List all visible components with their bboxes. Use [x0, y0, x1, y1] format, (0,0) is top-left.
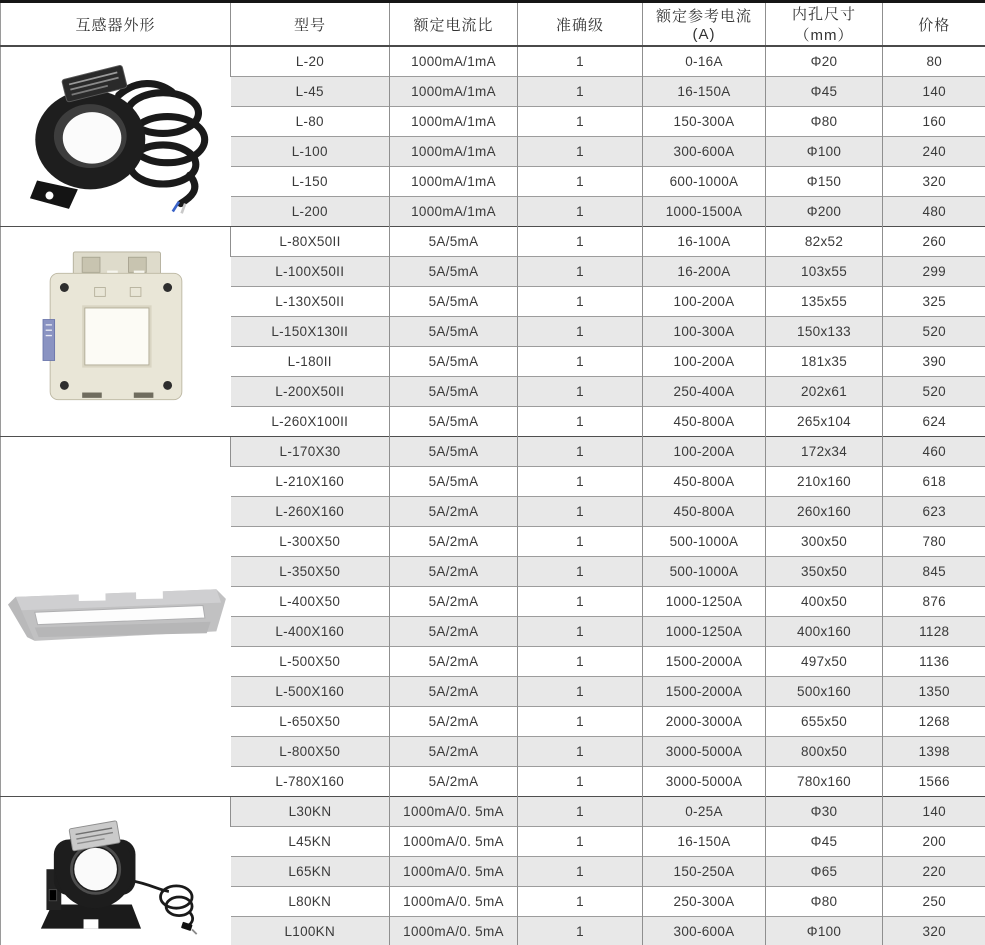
cell-accuracy: 1 [518, 227, 643, 257]
cell-ratio: 1000mA/1mA [390, 137, 518, 167]
cell-ratio: 5A/5mA [390, 437, 518, 467]
cell-ratio: 5A/2mA [390, 587, 518, 617]
cell-hole_size: 780x160 [766, 767, 883, 797]
cell-hole_size: 400x50 [766, 587, 883, 617]
cell-price: 240 [883, 137, 985, 167]
cell-accuracy: 1 [518, 46, 643, 77]
cell-price: 80 [883, 46, 985, 77]
cell-model: L-400X50 [231, 587, 390, 617]
cell-price: 299 [883, 257, 985, 287]
cell-price: 390 [883, 347, 985, 377]
column-header-2: 额定电流比 [390, 2, 518, 47]
cell-price: 520 [883, 377, 985, 407]
cell-accuracy: 1 [518, 797, 643, 827]
cell-ratio: 5A/5mA [390, 467, 518, 497]
cell-ref_current: 500-1000A [643, 527, 766, 557]
cell-hole_size: 150x133 [766, 317, 883, 347]
cell-price: 623 [883, 497, 985, 527]
cell-price: 624 [883, 407, 985, 437]
cell-model: L-800X50 [231, 737, 390, 767]
ring-ct-illustration [14, 58, 218, 216]
cell-model: L-400X160 [231, 617, 390, 647]
cell-ref_current: 250-400A [643, 377, 766, 407]
cell-model: L-100X50II [231, 257, 390, 287]
cell-accuracy: 1 [518, 767, 643, 797]
cell-ref_current: 150-250A [643, 857, 766, 887]
cell-ref_current: 1000-1500A [643, 197, 766, 227]
cell-hole_size: 202x61 [766, 377, 883, 407]
cell-price: 780 [883, 527, 985, 557]
cell-hole_size: 103x55 [766, 257, 883, 287]
bar-ct-illustration [4, 574, 228, 660]
cell-ref_current: 3000-5000A [643, 737, 766, 767]
cell-ref_current: 450-800A [643, 497, 766, 527]
cell-ratio: 5A/2mA [390, 527, 518, 557]
cell-ratio: 5A/2mA [390, 707, 518, 737]
cell-ref_current: 300-600A [643, 917, 766, 945]
table-header-row [1, 2, 985, 47]
cell-accuracy: 1 [518, 467, 643, 497]
table-row [1, 46, 985, 77]
cell-hole_size: Φ200 [766, 197, 883, 227]
cell-price: 876 [883, 587, 985, 617]
cell-ref_current: 150-300A [643, 107, 766, 137]
cell-ref_current: 1500-2000A [643, 647, 766, 677]
cell-accuracy: 1 [518, 587, 643, 617]
table-row [1, 227, 985, 257]
cell-accuracy: 1 [518, 167, 643, 197]
cell-accuracy: 1 [518, 737, 643, 767]
cell-model: L-780X160 [231, 767, 390, 797]
cell-accuracy: 1 [518, 407, 643, 437]
cell-hole_size: Φ45 [766, 827, 883, 857]
cell-hole_size: 172x34 [766, 437, 883, 467]
cell-ratio: 1000mA/0. 5mA [390, 827, 518, 857]
cell-price: 1268 [883, 707, 985, 737]
cell-model: L-650X50 [231, 707, 390, 737]
cell-model: L-200 [231, 197, 390, 227]
cell-ref_current: 250-300A [643, 887, 766, 917]
product-photo [3, 797, 228, 945]
cell-ref_current: 450-800A [643, 467, 766, 497]
cell-model: L-500X160 [231, 677, 390, 707]
cell-ratio: 5A/2mA [390, 557, 518, 587]
cell-ratio: 5A/5mA [390, 347, 518, 377]
cell-ref_current: 300-600A [643, 137, 766, 167]
cell-model: L-500X50 [231, 647, 390, 677]
cell-model: L-180II [231, 347, 390, 377]
cell-ratio: 5A/2mA [390, 767, 518, 797]
cell-model: L-80X50II [231, 227, 390, 257]
product-photo [3, 437, 228, 796]
cell-accuracy: 1 [518, 557, 643, 587]
cell-model: L-20 [231, 46, 390, 77]
cell-ratio: 5A/5mA [390, 287, 518, 317]
table-row [1, 797, 985, 827]
cell-ref_current: 600-1000A [643, 167, 766, 197]
cell-ref_current: 1000-1250A [643, 617, 766, 647]
cell-accuracy: 1 [518, 497, 643, 527]
cell-model: L-45 [231, 77, 390, 107]
cell-hole_size: Φ100 [766, 917, 883, 945]
product-image-square-ct [1, 227, 231, 437]
cell-ref_current: 0-16A [643, 46, 766, 77]
table-header [1, 2, 985, 47]
clamp-ct-illustration [18, 808, 214, 936]
cell-hole_size: Φ45 [766, 77, 883, 107]
cell-ratio: 5A/5mA [390, 407, 518, 437]
cell-hole_size: 265x104 [766, 407, 883, 437]
cell-hole_size: Φ20 [766, 46, 883, 77]
cell-ratio: 1000mA/1mA [390, 46, 518, 77]
cell-hole_size: 82x52 [766, 227, 883, 257]
cell-ratio: 5A/5mA [390, 227, 518, 257]
cell-ratio: 1000mA/0. 5mA [390, 797, 518, 827]
cell-price: 140 [883, 797, 985, 827]
cell-hole_size: Φ80 [766, 107, 883, 137]
cell-hole_size: 300x50 [766, 527, 883, 557]
product-image-bar-ct [1, 437, 231, 797]
cell-model: L-150 [231, 167, 390, 197]
cell-accuracy: 1 [518, 827, 643, 857]
cell-ratio: 5A/5mA [390, 377, 518, 407]
cell-price: 140 [883, 77, 985, 107]
cell-accuracy: 1 [518, 707, 643, 737]
table-body [1, 46, 985, 945]
cell-hole_size: 400x160 [766, 617, 883, 647]
cell-model: L-150X130II [231, 317, 390, 347]
cell-ref_current: 100-300A [643, 317, 766, 347]
cell-ratio: 5A/5mA [390, 317, 518, 347]
column-header-0: 互感器外形 [1, 2, 231, 47]
cell-ratio: 5A/5mA [390, 257, 518, 287]
cell-accuracy: 1 [518, 197, 643, 227]
cell-model: L45KN [231, 827, 390, 857]
cell-ref_current: 450-800A [643, 407, 766, 437]
product-photo [3, 47, 228, 226]
cell-ref_current: 16-100A [643, 227, 766, 257]
column-header-6: 价格 [883, 2, 985, 47]
cell-price: 1136 [883, 647, 985, 677]
cell-ratio: 1000mA/1mA [390, 77, 518, 107]
cell-model: L30KN [231, 797, 390, 827]
cell-model: L65KN [231, 857, 390, 887]
square-ct-illustration [27, 239, 205, 425]
cell-ref_current: 0-25A [643, 797, 766, 827]
cell-accuracy: 1 [518, 257, 643, 287]
cell-ref_current: 16-200A [643, 257, 766, 287]
cell-accuracy: 1 [518, 137, 643, 167]
cell-ratio: 1000mA/0. 5mA [390, 857, 518, 887]
cell-model: L-80 [231, 107, 390, 137]
cell-ref_current: 16-150A [643, 77, 766, 107]
cell-ref_current: 100-200A [643, 287, 766, 317]
cell-accuracy: 1 [518, 917, 643, 945]
cell-price: 480 [883, 197, 985, 227]
cell-hole_size: 210x160 [766, 467, 883, 497]
cell-price: 325 [883, 287, 985, 317]
cell-model: L-350X50 [231, 557, 390, 587]
cell-hole_size: 260x160 [766, 497, 883, 527]
cell-ref_current: 100-200A [643, 437, 766, 467]
cell-accuracy: 1 [518, 347, 643, 377]
cell-accuracy: 1 [518, 107, 643, 137]
cell-model: L-210X160 [231, 467, 390, 497]
cell-accuracy: 1 [518, 287, 643, 317]
cell-ratio: 5A/2mA [390, 617, 518, 647]
cell-hole_size: 135x55 [766, 287, 883, 317]
cell-model: L-170X30 [231, 437, 390, 467]
column-header-3: 准确级 [518, 2, 643, 47]
cell-price: 320 [883, 917, 985, 945]
cell-hole_size: Φ150 [766, 167, 883, 197]
column-header-1: 型号 [231, 2, 390, 47]
cell-hole_size: 181x35 [766, 347, 883, 377]
cell-ref_current: 500-1000A [643, 557, 766, 587]
cell-model: L-100 [231, 137, 390, 167]
cell-accuracy: 1 [518, 317, 643, 347]
cell-accuracy: 1 [518, 677, 643, 707]
cell-hole_size: 800x50 [766, 737, 883, 767]
cell-ratio: 1000mA/1mA [390, 167, 518, 197]
cell-price: 1128 [883, 617, 985, 647]
cell-price: 250 [883, 887, 985, 917]
cell-price: 260 [883, 227, 985, 257]
cell-accuracy: 1 [518, 527, 643, 557]
product-image-clamp-ct [1, 797, 231, 945]
cell-model: L-260X160 [231, 497, 390, 527]
cell-hole_size: Φ30 [766, 797, 883, 827]
cell-price: 460 [883, 437, 985, 467]
cell-accuracy: 1 [518, 647, 643, 677]
cell-price: 845 [883, 557, 985, 587]
cell-hole_size: Φ65 [766, 857, 883, 887]
cell-model: L-200X50II [231, 377, 390, 407]
product-image-ring-ct [1, 46, 231, 227]
column-header-5: 内孔尺寸（mm） [766, 2, 883, 47]
cell-ref_current: 1500-2000A [643, 677, 766, 707]
cell-accuracy: 1 [518, 377, 643, 407]
table-row [1, 437, 985, 467]
cell-hole_size: 497x50 [766, 647, 883, 677]
cell-price: 1398 [883, 737, 985, 767]
cell-price: 160 [883, 107, 985, 137]
product-photo [3, 227, 228, 436]
cell-model: L-260X100II [231, 407, 390, 437]
cell-ratio: 5A/2mA [390, 737, 518, 767]
cell-ratio: 1000mA/0. 5mA [390, 887, 518, 917]
cell-price: 1350 [883, 677, 985, 707]
cell-accuracy: 1 [518, 437, 643, 467]
cell-hole_size: 655x50 [766, 707, 883, 737]
cell-hole_size: Φ100 [766, 137, 883, 167]
cell-ref_current: 100-200A [643, 347, 766, 377]
cell-ratio: 5A/2mA [390, 647, 518, 677]
cell-ref_current: 16-150A [643, 827, 766, 857]
cell-ratio: 1000mA/0. 5mA [390, 917, 518, 945]
cell-price: 1566 [883, 767, 985, 797]
cell-hole_size: Φ80 [766, 887, 883, 917]
cell-price: 220 [883, 857, 985, 887]
cell-price: 200 [883, 827, 985, 857]
cell-accuracy: 1 [518, 857, 643, 887]
cell-ratio: 5A/2mA [390, 677, 518, 707]
cell-model: L80KN [231, 887, 390, 917]
cell-accuracy: 1 [518, 617, 643, 647]
cell-ratio: 1000mA/1mA [390, 107, 518, 137]
column-header-4: 额定参考电流(A) [643, 2, 766, 47]
cell-accuracy: 1 [518, 887, 643, 917]
cell-model: L-130X50II [231, 287, 390, 317]
cell-model: L100KN [231, 917, 390, 945]
cell-price: 520 [883, 317, 985, 347]
cell-price: 618 [883, 467, 985, 497]
cell-ratio: 1000mA/1mA [390, 197, 518, 227]
cell-accuracy: 1 [518, 77, 643, 107]
cell-ratio: 5A/2mA [390, 497, 518, 527]
cell-ref_current: 3000-5000A [643, 767, 766, 797]
cell-hole_size: 350x50 [766, 557, 883, 587]
cell-price: 320 [883, 167, 985, 197]
cell-ref_current: 2000-3000A [643, 707, 766, 737]
cell-ref_current: 1000-1250A [643, 587, 766, 617]
cell-hole_size: 500x160 [766, 677, 883, 707]
cell-model: L-300X50 [231, 527, 390, 557]
